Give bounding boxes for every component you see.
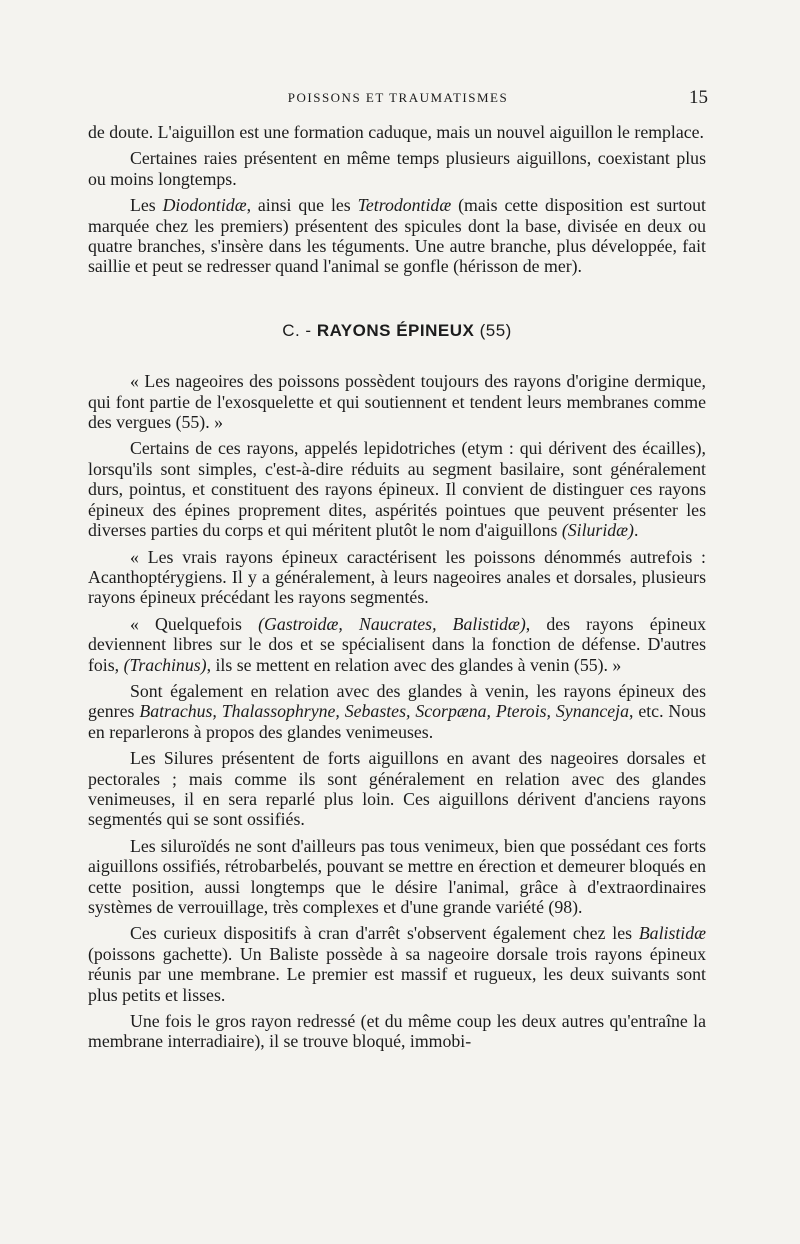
section-heading — [88, 321, 706, 341]
section-letter: C. - — [282, 320, 312, 340]
page-body — [88, 122, 706, 1058]
paragraph-9: Les Silures présentent de forts aiguillons en avant des nageoires dorsales et pectorales ; mais comme ils sont généralement en relation avec des glandes venimeuses, il en sera reparlé plus loin. Ces aiguillons dérivent d'anciens rayons segmentés qui se sont ossifiés. — [88, 748, 706, 830]
paragraph-12: Une fois le gros rayon redressé (et du même coup les deux autres qu'entraîne la membrane interradiaire), il se trouve bloqué, immobi- — [88, 1011, 706, 1052]
paragraph-8: Sont également en relation avec des glandes à venin, les rayons épineux des genres Batrachus, Thalassophryne, Sebastes, Scorpæna, Pterois, Synanceja, etc. Nous en reparlerons à propos des glandes venimeuses. — [88, 680, 706, 742]
taxon-name: (Gastroidæ, Naucrates, Balistidæ) — [258, 613, 526, 634]
page-number: 15 — [689, 87, 708, 108]
taxon-name: Tetrodontidæ — [357, 195, 452, 216]
paragraph-6: « Les vrais rayons épineux caractérisent les poissons dénommés autrefois : Acanthoptérygiens. Il y a généralement, à leurs nageoires anales et dorsales, plusieurs rayons épineux précédant les rayons segmentés. — [88, 546, 706, 608]
paragraph-4: « Les nageoires des poissons possèdent toujours des rayons d'origine dermique, qui font partie de l'exosquelette et qui soutiennent et tendent leurs membranes comme des vergues (55). » — [88, 371, 706, 433]
running-title: POISSONS ET TRAUMATISMES — [287, 90, 509, 105]
taxon-name: Balistidæ — [638, 923, 706, 944]
paragraph-11: Ces curieux dispositifs à cran d'arrêt s'observent également chez les Balistidæ (poissons gachette). Un Baliste possède à sa nageoire dorsale trois rayons épineux réunis par une membrane. Le premier est massif et rugueux, les deux suivants sont plus petits et lisses. — [88, 923, 706, 1005]
section-ref: (55) — [479, 320, 512, 340]
paragraph-7: « Quelquefois (Gastroidæ, Naucrates, Balistidæ), des rayons épineux deviennent libres sur le dos et se spécialisent dans la fonction de défense. D'autres fois, (Trachinus), ils se mettent en relation avec des glandes à venin (55). » — [88, 613, 706, 675]
taxon-name: Diodontidæ — [162, 195, 247, 216]
paragraph-1: de doute. L'aiguillon est une formation caduque, mais un nouvel aiguillon le remplace. — [88, 122, 704, 142]
taxon-name: (Siluridæ) — [561, 520, 634, 541]
taxon-name: Batrachus, Thalassophryne, Sebastes, Scorpæna, Pterois, Synanceja — [139, 701, 629, 722]
paragraph-2: Certaines raies présentent en même temps plusieurs aiguillons, coexistant plus ou moins longtemps. — [88, 148, 706, 189]
running-head — [88, 87, 708, 112]
taxon-name: (Trachinus) — [123, 654, 207, 675]
section-title: RAYONS ÉPINEUX — [316, 320, 475, 340]
paragraph-10: Les siluroïdés ne sont d'ailleurs pas tous venimeux, bien que possédant ces forts aiguillons ossifiés, rétrobarbelés, pouvant se mettre en érection et demeurer bloqués en cette position, aussi longtemps que le désire l'animal, grâce à d'extraordinaires systèmes de verrouillage, très complexes et d'une grande variété (98). — [88, 835, 706, 917]
paragraph-3: Les Diodontidæ, ainsi que les Tetrodontidæ (mais cette disposition est surtout marquée chez les premiers) présentent des spicules dont la base, divisée en deux ou quatre branches, s'insère dans les téguments. Une autre branche, plus développée, fait saillie et peut se redresser quand l'animal se gonfle (hérisson de mer). — [88, 195, 706, 277]
paragraph-5: Certains de ces rayons, appelés lepidotriches (etym : qui dérivent des écailles), lorsqu'ils sont simples, c'est-à-dire réduits au segment basilaire, sont généralement durs, pointus, et constituent des rayons épineux. Il convient de distinguer ces rayons épineux des épines proprement dites, aspérités pointues que peuvent présenter les diverses parties du corps et qui méritent plutôt le nom d'aiguillons (Siluridæ). — [88, 438, 706, 541]
